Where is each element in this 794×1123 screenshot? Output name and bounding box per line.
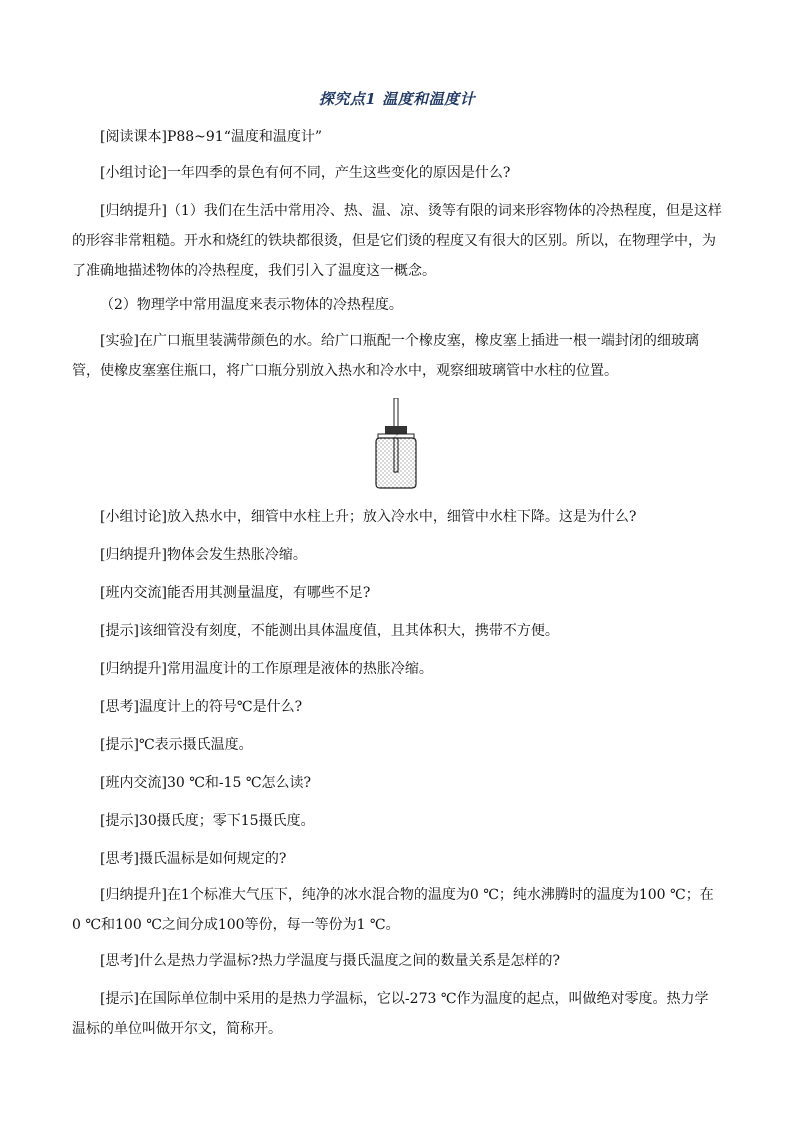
paragraph-think-3: [100, 946, 720, 976]
para-text: 在广口瓶里装满带颜色的水。给广口瓶配一个橡皮塞，橡皮塞上插进一根一端封闭的细玻璃管，使橡皮塞塞住瓶口，将广口瓶分别放入热水和冷水中，观察细玻璃管中水柱的位置。: [72, 333, 699, 379]
water-column: [395, 434, 398, 474]
paragraph-summary-4: [100, 654, 720, 684]
paragraph-summary-5: [72, 880, 722, 940]
para-text: ℃表示摄氏温度。: [138, 737, 253, 753]
para-tag: [实验]: [100, 333, 139, 349]
para-tag: [归纳提升]: [100, 661, 167, 677]
para-text: 温度计上的符号℃是什么?: [138, 699, 303, 715]
para-tag: [班内交流]: [100, 585, 167, 601]
para-tag: [思考]: [100, 953, 139, 969]
bottle-figure: [372, 398, 422, 490]
paragraph-think-1: [100, 692, 720, 722]
paragraph-discussion-2: [100, 502, 720, 532]
paragraph-experiment: [72, 326, 722, 386]
paragraph-hint-4: [72, 984, 722, 1044]
paragraph-hint-2: [100, 730, 720, 760]
paragraph-summary-3: [100, 540, 720, 570]
para-tag: [归纳提升]: [100, 887, 167, 903]
para-tag: [思考]: [100, 699, 139, 715]
para-text: 放入热水中，细管中水柱上升；放入冷水中，细管中水柱下降。这是为什么?: [166, 509, 637, 525]
para-text: 物体会发生热胀冷缩。: [166, 547, 307, 563]
paragraph-exchange-1: [100, 578, 720, 608]
para-tag: [班内交流]: [100, 775, 167, 791]
section-title: 探究点1 温度和温度计: [318, 90, 476, 108]
para-text: 在国际单位制中采用的是热力学温标，它以-273 ℃作为温度的起点，叫做绝对零度。热力学温标的单位叫做开尔文，简称开。: [72, 991, 709, 1037]
paragraph-summary-1: [72, 196, 722, 286]
para-text: （1）我们在生活中常用冷、热、温、凉、烫等有限的词来形容物体的冷热程度，但是这样的形容非常粗糙。开水和烧红的铁块都很烫，但是它们烫的程度又有很大的区别。所以，在物理学中，为了准确地描述物体的冷热程度，我们引入了温度这一概念。: [72, 203, 722, 279]
paragraph-discussion: [100, 158, 720, 188]
paragraph-reading: [100, 122, 720, 152]
paragraph-summary-2: [100, 290, 720, 320]
paragraph-hint-1: [100, 616, 720, 646]
para-text: 摄氏温标是如何规定的?: [138, 851, 287, 867]
para-tag: [提示]: [100, 813, 139, 829]
para-text: 一年四季的景色有何不同，产生这些变化的原因是什么?: [166, 165, 511, 181]
para-tag: [提示]: [100, 991, 139, 1007]
para-tag: [归纳提升]: [100, 547, 167, 563]
para-text: 30 ℃和-15 ℃怎么读?: [166, 775, 312, 791]
paragraph-hint-3: [100, 806, 720, 836]
para-tag: [归纳提升]: [100, 203, 167, 219]
para-tag: [阅读课本]: [100, 129, 167, 145]
para-text: 常用温度计的工作原理是液体的热胀冷缩。: [166, 661, 433, 677]
para-text: （2）物理学中常用温度来表示物体的冷热程度。: [100, 297, 403, 313]
paragraph-think-2: [100, 844, 720, 874]
para-text: 30摄氏度；零下15摄氏度。: [138, 813, 315, 829]
para-text: 什么是热力学温标?热力学温度与摄氏温度之间的数量关系是怎样的?: [138, 953, 560, 969]
para-tag: [小组讨论]: [100, 165, 167, 181]
para-text: 能否用其测量温度，有哪些不足?: [166, 585, 371, 601]
para-tag: [小组讨论]: [100, 509, 167, 525]
para-text: 在1个标准大气压下，纯净的冰水混合物的温度为0 ℃；纯水沸腾时的温度为100 ℃；在0 ℃和100 ℃之间分成100等份，每一等份为1 ℃。: [72, 887, 714, 933]
rubber-stopper: [385, 426, 407, 434]
para-tag: [提示]: [100, 737, 139, 753]
para-text: P88~91“温度和温度计”: [166, 129, 323, 145]
para-text: 该细管没有刻度，不能测出具体温度值，且其体积大，携带不方便。: [138, 623, 559, 639]
paragraph-exchange-2: [100, 768, 720, 798]
para-tag: [提示]: [100, 623, 139, 639]
para-tag: [思考]: [100, 851, 139, 867]
